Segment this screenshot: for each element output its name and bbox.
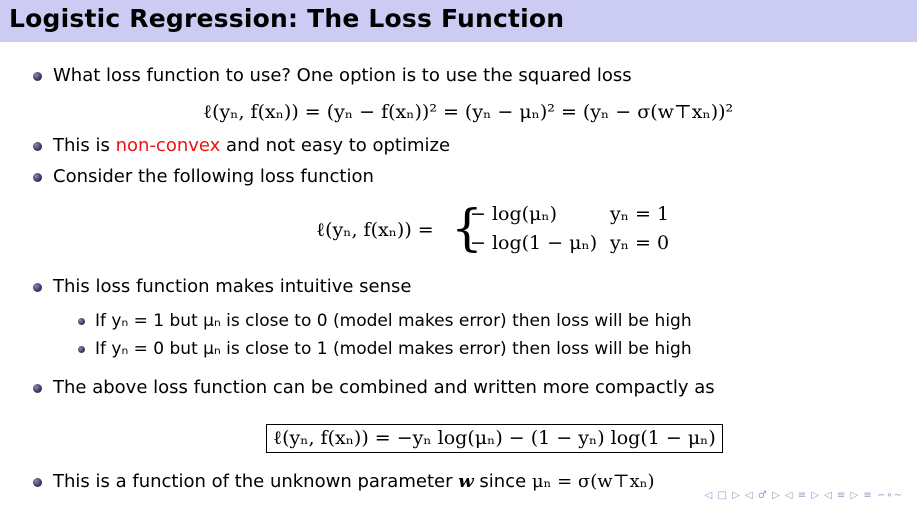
bullet-1-dot: [33, 72, 42, 81]
sub-bullet-2-dot: [78, 346, 85, 353]
bullet-3-dot: [33, 173, 42, 182]
bullet-7-dot: [33, 478, 42, 487]
parameter-w: w: [458, 471, 474, 492]
bullet-6-text: The above loss function can be combined and written more compactly as: [53, 377, 715, 398]
bullet-6-dot: [33, 384, 42, 393]
bullet-1-text: What loss function to use? One option is to use the squared loss: [53, 65, 632, 86]
bullet-2-pre: This is: [53, 135, 116, 156]
bullet-4-text: This loss function makes intuitive sense: [53, 276, 412, 297]
case-1-expr: − log(μₙ): [470, 203, 558, 225]
case-2-expr: − log(1 − μₙ): [470, 232, 598, 254]
case-1-cond: yₙ = 1: [610, 203, 670, 225]
case-2-cond: yₙ = 0: [610, 232, 670, 254]
bullet-7-pre: This is a function of the unknown parameter: [53, 471, 459, 492]
cases-lhs: ℓ(yₙ, f(xₙ)) =: [316, 219, 434, 241]
bullet-3-text: Consider the following loss function: [53, 166, 374, 187]
mu-sigmoid-equation: μₙ = σ(w⊤xₙ): [531, 471, 655, 492]
sub-bullet-1-text: If yₙ = 1 but μₙ is close to 0 (model makes error) then loss will be high: [95, 311, 692, 331]
title-bar: [0, 0, 917, 42]
bullet-4-dot: [33, 283, 42, 292]
slide-title: Logistic Regression: The Loss Function: [9, 4, 565, 33]
bullet-2-post: and not easy to optimize: [220, 135, 451, 156]
beamer-navigation[interactable]: ◁ □ ▷ ◁ ♂ ▷ ◁ ≡ ▷ ◁ ≡ ▷ ≡ ∽∘∼: [704, 490, 903, 501]
non-convex-highlight: non-convex: [115, 135, 221, 156]
sub-bullet-1-dot: [78, 318, 85, 325]
sub-bullet-2-text: If yₙ = 0 but μₙ is close to 1 (model makes error) then loss will be high: [95, 339, 692, 359]
bullet-7-text: [53, 471, 655, 493]
bullet-2-text: [53, 135, 450, 157]
compact-loss-equation: ℓ(yₙ, f(xₙ)) = −yₙ log(μₙ) − (1 − yₙ) log(1 − μₙ): [266, 424, 723, 453]
bullet-7-mid: since: [473, 471, 532, 492]
cases-brace: {: [451, 199, 483, 257]
squared-loss-equation: ℓ(yₙ, f(xₙ)) = (yₙ − f(xₙ))² = (yₙ − μₙ)² = (yₙ − σ(w⊤xₙ))²: [203, 101, 734, 123]
bullet-2-dot: [33, 142, 42, 151]
